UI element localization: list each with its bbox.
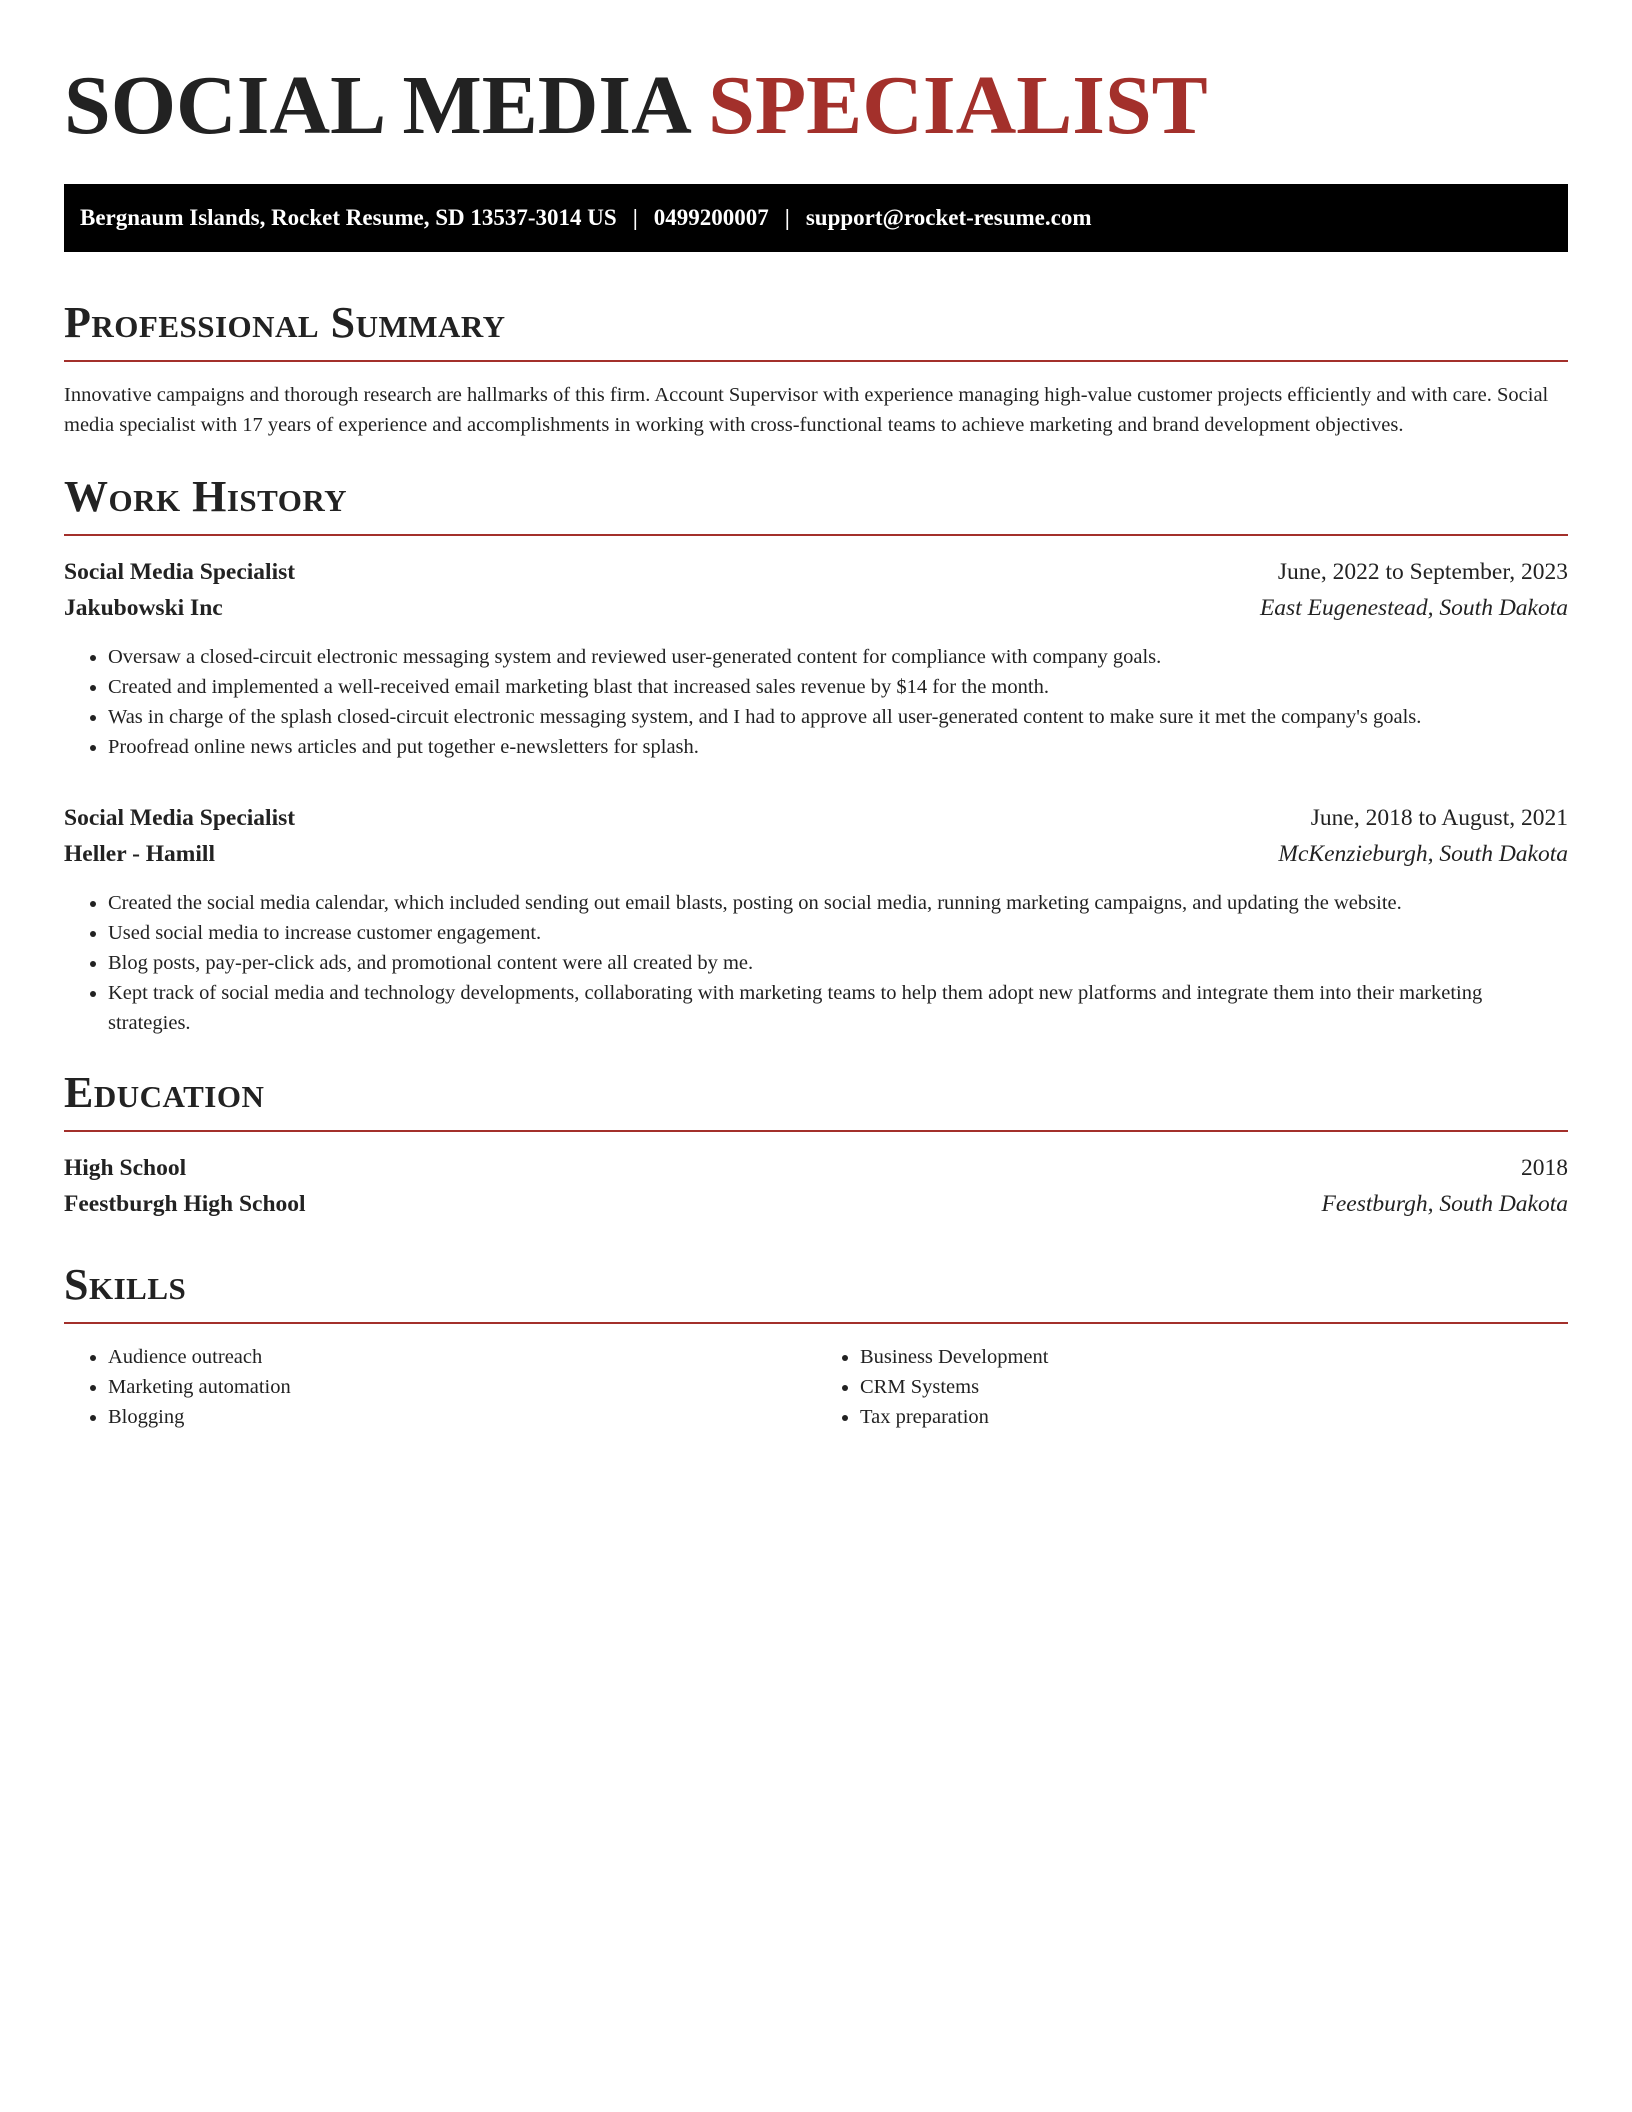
contact-email: support@rocket-resume.com — [805, 205, 1092, 230]
section-divider — [64, 1130, 1568, 1132]
list-item: • Oversaw a closed-circuit electronic messaging system and reviewed user-generated content for compliance with company goals. — [108, 642, 1568, 672]
education-school: Feestburgh High School — [64, 1191, 306, 1217]
list-item: • Used social media to increase customer engagement. — [108, 918, 1568, 948]
job-company-row — [64, 590, 1568, 626]
list-item: • CRM Systems — [860, 1372, 1568, 1402]
job-bullets — [64, 642, 1568, 762]
contact-address: Bergnaum Islands, Rocket Resume, SD 13537-3014 US — [80, 205, 617, 230]
section-heading: Work History — [64, 472, 348, 521]
title-main: SOCIAL MEDIA — [64, 59, 688, 152]
section-heading: Professional Summary — [64, 298, 506, 347]
job-entry — [64, 800, 1568, 1038]
education-entry — [64, 1150, 1568, 1222]
job-dates: June, 2022 to September, 2023 — [1277, 559, 1568, 585]
list-item: • Was in charge of the splash closed-circuit electronic messaging system, and I had to approve all user-generated content to make sure it met the company's goals. — [108, 702, 1568, 732]
contact-separator: | — [784, 205, 790, 230]
list-item: • Business Development — [860, 1342, 1568, 1372]
job-dates: June, 2018 to August, 2021 — [1310, 805, 1568, 831]
skills-list-left — [64, 1342, 816, 1432]
work-history-section — [64, 468, 1568, 1038]
education-section — [64, 1064, 1568, 1222]
list-item: • Blogging — [108, 1402, 816, 1432]
skills-grid — [64, 1342, 1568, 1432]
job-title: Social Media Specialist — [64, 805, 296, 831]
section-heading: Skills — [64, 1260, 187, 1309]
job-location: McKenzieburgh, South Dakota — [1278, 841, 1568, 867]
list-item: • Kept track of social media and technology developments, collaborating with marketing teams to help them adopt new platforms and integrate them into their marketing strategies. — [108, 978, 1568, 1038]
education-location: Feestburgh, South Dakota — [1321, 1191, 1568, 1217]
section-heading: Education — [64, 1068, 265, 1117]
list-item: • Blog posts, pay-per-click ads, and promotional content were all created by me. — [108, 948, 1568, 978]
section-divider — [64, 360, 1568, 362]
list-item: • Created the social media calendar, which included sending out email blasts, posting on social media, running marketing campaigns, and updating the website. — [108, 888, 1568, 918]
job-entry — [64, 554, 1568, 762]
education-degree-row — [64, 1150, 1568, 1186]
job-header-row — [64, 800, 1568, 836]
resume-title — [64, 56, 1568, 156]
education-degree: High School — [64, 1155, 187, 1181]
job-company-row — [64, 836, 1568, 872]
professional-summary-section — [64, 294, 1568, 440]
summary-text: Innovative campaigns and thorough research are hallmarks of this firm. Account Supervisor with experience managing high-value customer projects efficiently and with care. Social media specialist with 17 years of experience and accomplishments in working with cross-functional teams to achieve marketing and brand development objectives. — [64, 384, 1549, 436]
job-company: Heller - Hamill — [64, 841, 215, 867]
contact-phone: 0499200007 — [653, 205, 769, 230]
list-item: • Audience outreach — [108, 1342, 816, 1372]
list-item: • Created and implemented a well-received email marketing blast that increased sales revenue by $14 for the month. — [108, 672, 1568, 702]
section-divider — [64, 534, 1568, 536]
job-bullets — [64, 888, 1568, 1038]
job-title: Social Media Specialist — [64, 559, 296, 585]
list-item: • Tax preparation — [860, 1402, 1568, 1432]
skills-section — [64, 1256, 1568, 1432]
contact-separator: | — [632, 205, 638, 230]
skills-list-right — [816, 1342, 1568, 1432]
job-header-row — [64, 554, 1568, 590]
contact-bar — [64, 184, 1568, 252]
job-location: East Eugenestead, South Dakota — [1259, 595, 1568, 621]
section-divider — [64, 1322, 1568, 1324]
title-accent: SPECIALIST — [708, 59, 1208, 152]
list-item: • Proofread online news articles and put together e-newsletters for splash. — [108, 732, 1568, 762]
job-company: Jakubowski Inc — [64, 595, 223, 621]
education-school-row — [64, 1186, 1568, 1222]
education-year: 2018 — [1521, 1155, 1568, 1181]
list-item: • Marketing automation — [108, 1372, 816, 1402]
